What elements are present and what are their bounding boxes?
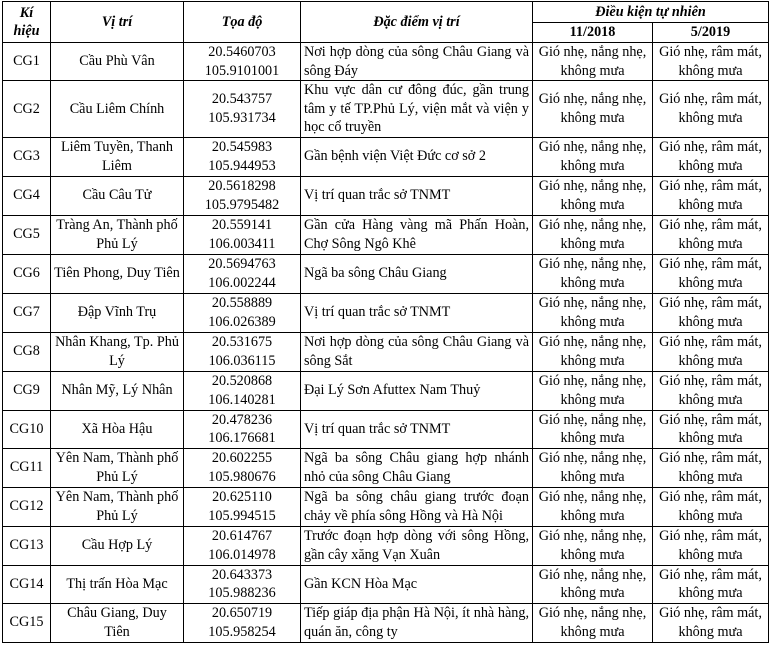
longitude-value: 105.944953 bbox=[208, 157, 276, 174]
latitude-value: 20.5618298 bbox=[208, 178, 276, 194]
table-body bbox=[3, 43, 769, 643]
table-row bbox=[3, 410, 769, 448]
site-location-cell: Cầu Liêm Chính bbox=[51, 81, 184, 138]
site-id-cell: CG15 bbox=[3, 603, 51, 642]
table-row bbox=[3, 293, 769, 332]
latitude-value: 20.5694763 bbox=[208, 256, 276, 272]
table-row bbox=[3, 176, 769, 215]
longitude-value: 105.994515 bbox=[208, 507, 276, 524]
site-location-cell: Đập Vĩnh Trụ bbox=[51, 293, 184, 332]
latitude-value: 20.5460703 bbox=[208, 44, 276, 60]
condition-2019-cell: Gió nhẹ, râm mát, không mưa bbox=[653, 254, 769, 293]
site-location-cell: Thị trấn Hòa Mạc bbox=[51, 565, 184, 603]
table-row bbox=[3, 603, 769, 642]
header-features: Đặc điểm vị trí bbox=[301, 2, 533, 43]
longitude-value: 106.140281 bbox=[208, 391, 276, 408]
latitude-value: 20.602255 bbox=[211, 450, 273, 466]
site-id-cell: CG7 bbox=[3, 293, 51, 332]
header-period-2019: 5/2019 bbox=[653, 23, 769, 43]
site-coordinates-cell bbox=[184, 254, 301, 293]
site-coordinates-cell bbox=[184, 215, 301, 254]
condition-2018-cell: Gió nhẹ, nắng nhẹ, không mưa bbox=[533, 565, 653, 603]
table-row bbox=[3, 526, 769, 565]
site-id-cell: CG13 bbox=[3, 526, 51, 565]
site-coordinates-cell bbox=[184, 487, 301, 526]
latitude-value: 20.543757 bbox=[211, 91, 273, 108]
longitude-value: 105.988236 bbox=[208, 585, 276, 601]
longitude-value: 106.026389 bbox=[208, 313, 276, 330]
latitude-value: 20.531675 bbox=[211, 334, 273, 350]
condition-2019-cell: Gió nhẹ, râm mát, không mưa bbox=[653, 448, 769, 487]
table-row bbox=[3, 137, 769, 176]
site-location-cell: Cầu Phù Vân bbox=[51, 43, 184, 81]
site-feature-cell: Đại Lý Sơn Afuttex Nam Thuỷ bbox=[301, 371, 533, 410]
table-row bbox=[3, 81, 769, 138]
condition-2018-cell: Gió nhẹ, nắng nhẹ, không mưa bbox=[533, 254, 653, 293]
site-feature-cell: Ngã ba sông châu giang trước đoạn chảy về phía sông Hồng và Hà Nội bbox=[301, 487, 533, 526]
condition-2019-cell: Gió nhẹ, râm mát, không mưa bbox=[653, 81, 769, 138]
site-location-cell: Liêm Tuyền, Thanh Liêm bbox=[51, 137, 184, 176]
header-coordinates: Tọa độ bbox=[184, 2, 301, 43]
condition-2019-cell: Gió nhẹ, râm mát, không mưa bbox=[653, 410, 769, 448]
condition-2019-cell: Gió nhẹ, râm mát, không mưa bbox=[653, 487, 769, 526]
site-feature-cell: Nơi hợp dòng của sông Châu Giang và sông Đáy bbox=[301, 43, 533, 81]
table-row bbox=[3, 43, 769, 81]
longitude-value: 105.980676 bbox=[208, 468, 276, 485]
site-id-cell: CG14 bbox=[3, 565, 51, 603]
site-feature-cell: Gần cửa Hàng vàng mã Phấn Hoàn, Chợ Sông Ngô Khê bbox=[301, 215, 533, 254]
site-coordinates-cell bbox=[184, 332, 301, 371]
site-id-cell: CG6 bbox=[3, 254, 51, 293]
site-id-cell: CG11 bbox=[3, 448, 51, 487]
site-location-cell: Nhân Khang, Tp. Phủ Lý bbox=[51, 332, 184, 371]
table-row bbox=[3, 254, 769, 293]
longitude-value: 106.176681 bbox=[208, 430, 276, 446]
table-header bbox=[3, 2, 769, 43]
site-coordinates-cell bbox=[184, 293, 301, 332]
header-period-2018: 11/2018 bbox=[533, 23, 653, 43]
site-location-cell: Tiên Phong, Duy Tiên bbox=[51, 254, 184, 293]
site-coordinates-cell bbox=[184, 137, 301, 176]
longitude-value: 106.003411 bbox=[208, 235, 276, 252]
condition-2018-cell: Gió nhẹ, nắng nhẹ, không mưa bbox=[533, 487, 653, 526]
condition-2019-cell: Gió nhẹ, râm mát, không mưa bbox=[653, 137, 769, 176]
longitude-value: 105.958254 bbox=[208, 623, 276, 640]
latitude-value: 20.650719 bbox=[211, 605, 273, 621]
site-location-cell: Cầu Câu Tử bbox=[51, 176, 184, 215]
condition-2019-cell: Gió nhẹ, râm mát, không mưa bbox=[653, 293, 769, 332]
latitude-value: 20.614767 bbox=[211, 528, 273, 544]
condition-2019-cell: Gió nhẹ, râm mát, không mưa bbox=[653, 43, 769, 81]
table-row bbox=[3, 371, 769, 410]
site-id-cell: CG10 bbox=[3, 410, 51, 448]
condition-2019-cell: Gió nhẹ, râm mát, không mưa bbox=[653, 526, 769, 565]
table-row bbox=[3, 332, 769, 371]
table-row bbox=[3, 448, 769, 487]
condition-2018-cell: Gió nhẹ, nắng nhẹ, không mưa bbox=[533, 448, 653, 487]
site-location-cell: Tràng An, Thành phố Phủ Lý bbox=[51, 215, 184, 254]
site-location-cell: Cầu Hợp Lý bbox=[51, 526, 184, 565]
site-id-cell: CG1 bbox=[3, 43, 51, 81]
sampling-sites-table bbox=[2, 1, 769, 643]
site-coordinates-cell bbox=[184, 603, 301, 642]
longitude-value: 105.931734 bbox=[208, 109, 276, 126]
condition-2018-cell: Gió nhẹ, nắng nhẹ, không mưa bbox=[533, 410, 653, 448]
site-location-cell: Yên Nam, Thành phố Phủ Lý bbox=[51, 448, 184, 487]
site-location-cell: Xã Hòa Hậu bbox=[51, 410, 184, 448]
condition-2019-cell: Gió nhẹ, râm mát, không mưa bbox=[653, 371, 769, 410]
site-feature-cell: Ngã ba sông Châu Giang bbox=[301, 254, 533, 293]
site-id-cell: CG12 bbox=[3, 487, 51, 526]
condition-2018-cell: Gió nhẹ, nắng nhẹ, không mưa bbox=[533, 371, 653, 410]
condition-2018-cell: Gió nhẹ, nắng nhẹ, không mưa bbox=[533, 526, 653, 565]
condition-2019-cell: Gió nhẹ, râm mát, không mưa bbox=[653, 215, 769, 254]
site-coordinates-cell bbox=[184, 81, 301, 138]
site-coordinates-cell bbox=[184, 176, 301, 215]
table-row bbox=[3, 215, 769, 254]
longitude-value: 106.036115 bbox=[208, 352, 276, 369]
site-location-cell: Yên Nam, Thành phố Phủ Lý bbox=[51, 487, 184, 526]
condition-2018-cell: Gió nhẹ, nắng nhẹ, không mưa bbox=[533, 81, 653, 138]
site-id-cell: CG2 bbox=[3, 81, 51, 138]
table-row bbox=[3, 487, 769, 526]
site-coordinates-cell bbox=[184, 371, 301, 410]
longitude-value: 106.002244 bbox=[208, 274, 276, 291]
site-coordinates-cell bbox=[184, 526, 301, 565]
site-feature-cell: Ngã ba sông Châu giang hợp nhánh nhỏ của sông Châu Giang bbox=[301, 448, 533, 487]
condition-2019-cell: Gió nhẹ, râm mát, không mưa bbox=[653, 176, 769, 215]
latitude-value: 20.545983 bbox=[211, 139, 273, 155]
longitude-value: 106.014978 bbox=[208, 546, 276, 563]
site-feature-cell: Gần KCN Hòa Mạc bbox=[301, 565, 533, 603]
latitude-value: 20.559141 bbox=[211, 217, 273, 233]
header-natural-conditions: Điều kiện tự nhiên bbox=[533, 2, 769, 23]
latitude-value: 20.625110 bbox=[212, 489, 272, 505]
condition-2018-cell: Gió nhẹ, nắng nhẹ, không mưa bbox=[533, 43, 653, 81]
site-coordinates-cell bbox=[184, 565, 301, 603]
site-coordinates-cell bbox=[184, 448, 301, 487]
site-coordinates-cell bbox=[184, 410, 301, 448]
site-id-cell: CG4 bbox=[3, 176, 51, 215]
site-feature-cell: Trước đoạn hợp dòng với sông Hồng, gần cây xăng Vạn Xuân bbox=[301, 526, 533, 565]
site-feature-cell: Tiếp giáp địa phận Hà Nội, ít nhà hàng, quán ăn, công ty bbox=[301, 603, 533, 642]
site-id-cell: CG5 bbox=[3, 215, 51, 254]
condition-2018-cell: Gió nhẹ, nắng nhẹ, không mưa bbox=[533, 293, 653, 332]
condition-2018-cell: Gió nhẹ, nắng nhẹ, không mưa bbox=[533, 332, 653, 371]
table-row bbox=[3, 565, 769, 603]
site-feature-cell: Vị trí quan trắc sở TNMT bbox=[301, 293, 533, 332]
latitude-value: 20.558889 bbox=[211, 295, 273, 311]
condition-2019-cell: Gió nhẹ, râm mát, không mưa bbox=[653, 332, 769, 371]
site-id-cell: CG9 bbox=[3, 371, 51, 410]
site-id-cell: CG8 bbox=[3, 332, 51, 371]
condition-2018-cell: Gió nhẹ, nắng nhẹ, không mưa bbox=[533, 603, 653, 642]
site-location-cell: Châu Giang, Duy Tiên bbox=[51, 603, 184, 642]
site-feature-cell: Khu vực dân cư đông đúc, gần trung tâm y tế TP.Phủ Lý, viện mắt và viện y học cổ truyền bbox=[301, 81, 533, 138]
site-feature-cell: Vị trí quan trắc sở TNMT bbox=[301, 176, 533, 215]
condition-2019-cell: Gió nhẹ, râm mát, không mưa bbox=[653, 603, 769, 642]
condition-2018-cell: Gió nhẹ, nắng nhẹ, không mưa bbox=[533, 137, 653, 176]
longitude-value: 105.9795482 bbox=[204, 196, 280, 213]
site-feature-cell: Nơi hợp dòng của sông Châu Giang và sông Sắt bbox=[301, 332, 533, 371]
longitude-value: 105.9101001 bbox=[204, 62, 280, 79]
site-coordinates-cell bbox=[184, 43, 301, 81]
condition-2018-cell: Gió nhẹ, nắng nhẹ, không mưa bbox=[533, 215, 653, 254]
site-feature-cell: Vị trí quan trắc sở TNMT bbox=[301, 410, 533, 448]
site-location-cell: Nhân Mỹ, Lý Nhân bbox=[51, 371, 184, 410]
site-feature-cell: Gần bệnh viện Việt Đức cơ sở 2 bbox=[301, 137, 533, 176]
latitude-value: 20.643373 bbox=[211, 566, 273, 583]
header-location: Vị trí bbox=[51, 2, 184, 43]
latitude-value: 20.520868 bbox=[211, 373, 273, 389]
header-symbol: Kí hiệu bbox=[3, 2, 51, 43]
latitude-value: 20.478236 bbox=[211, 411, 273, 428]
condition-2018-cell: Gió nhẹ, nắng nhẹ, không mưa bbox=[533, 176, 653, 215]
site-id-cell: CG3 bbox=[3, 137, 51, 176]
condition-2019-cell: Gió nhẹ, râm mát, không mưa bbox=[653, 565, 769, 603]
